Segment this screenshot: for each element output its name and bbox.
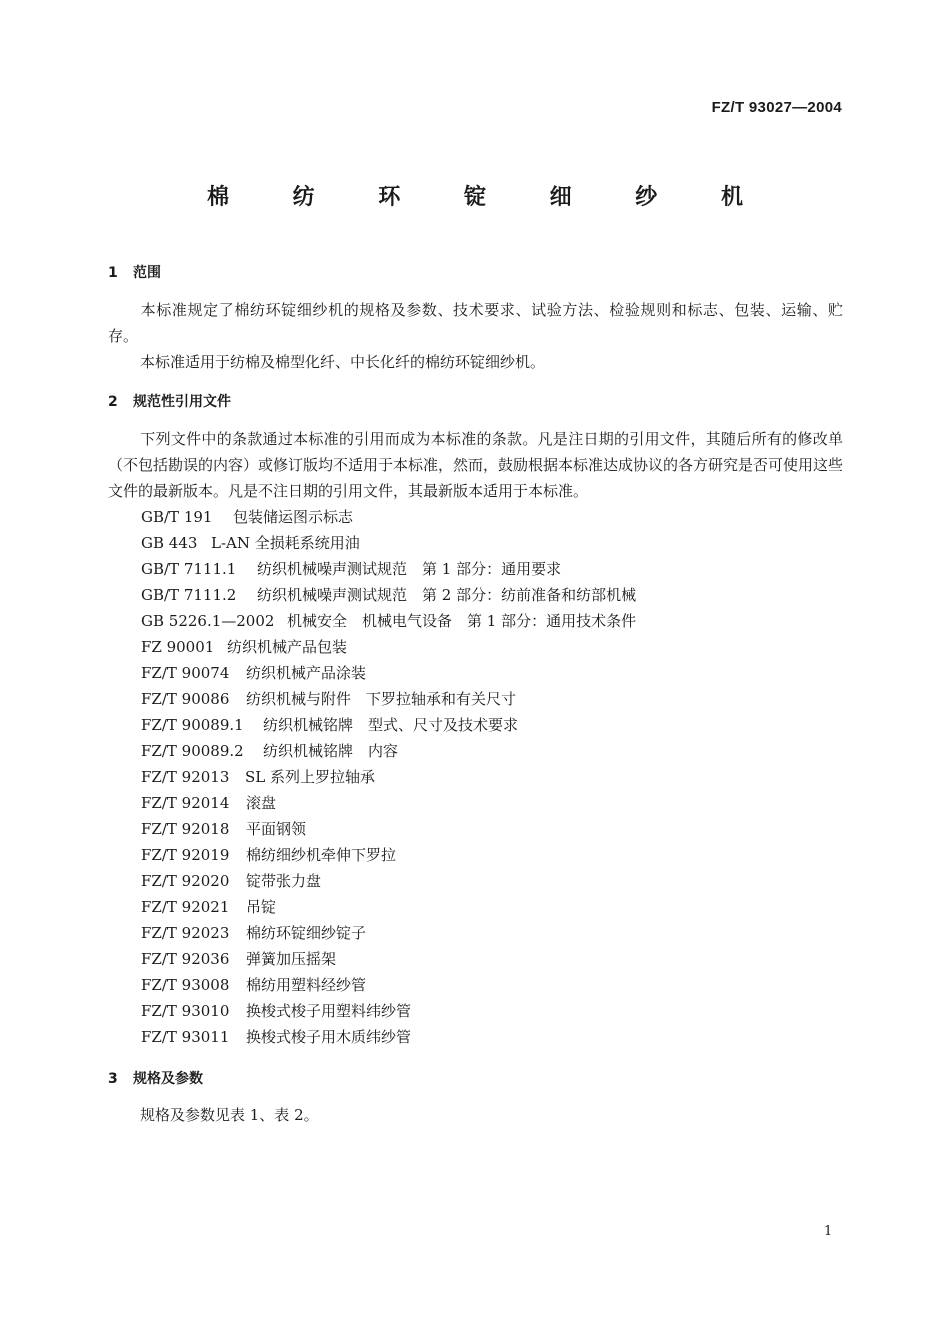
reference-item: FZ/T 90089.2 纺织机械铭牌 内容 (141, 742, 399, 760)
reference-item: FZ/T 92013 SL 系列上罗拉轴承 (141, 768, 376, 786)
section-2-heading (108, 391, 231, 411)
section-2-title: 规范性引用文件 (133, 394, 231, 410)
reference-item: GB 443 L-AN 全损耗系统用油 (141, 534, 360, 552)
section-1-title: 范围 (133, 265, 161, 281)
reference-item: FZ/T 90089.1 纺织机械铭牌 型式、尺寸及技术要求 (141, 716, 519, 734)
section-3-number: 3 (108, 1071, 118, 1087)
reference-item: GB 5226.1—2002 机械安全 机械电气设备 第 1 部分：通用技术条件 (141, 612, 637, 630)
reference-item: FZ/T 92014 滚盘 (141, 794, 277, 812)
reference-item: FZ/T 92018 平面钢领 (141, 820, 307, 838)
reference-item: FZ/T 93011 换梭式梭子用木质纬纱管 (141, 1028, 412, 1046)
section-1-number: 1 (108, 265, 118, 281)
reference-item: GB/T 7111.1 纺织机械噪声测试规范 第 1 部分：通用要求 (141, 560, 562, 578)
section-1-heading (108, 262, 161, 282)
section-1-paragraph-1: 本标准规定了棉纺环锭细纱机的规格及参数、技术要求、试验方法、检验规则和标志、包装、运输、贮存。 (108, 301, 843, 345)
section-2-number: 2 (108, 394, 118, 410)
standard-number: FZ/T 93027—2004 (711, 99, 842, 116)
reference-item: GB/T 191 包装储运图示标志 (141, 508, 354, 526)
reference-item: FZ/T 90086 纺织机械与附件 下罗拉轴承和有关尺寸 (141, 690, 517, 708)
page-number: 1 (824, 1224, 833, 1239)
section-3-heading (108, 1068, 203, 1088)
reference-item: FZ/T 93010 换梭式梭子用塑料纬纱管 (141, 1002, 412, 1020)
reference-item: FZ/T 90074 纺织机械产品涂装 (141, 664, 367, 682)
reference-item: FZ 90001 纺织机械产品包装 (141, 638, 348, 656)
document-title: 棉 纺 环 锭 细 纱 机 (207, 185, 771, 210)
reference-item: FZ/T 92020 锭带张力盘 (141, 872, 322, 890)
reference-item: FZ/T 93008 棉纺用塑料经纱管 (141, 976, 367, 994)
section-2-paragraph-1: 下列文件中的条款通过本标准的引用而成为本标准的条款。凡是注日期的引用文件，其随后所有的修改单（不包括勘误的内容）或修订版均不适用于本标准，然而，鼓励根据本标准达成协议的各方研究是否可使用这些文件的最新版本。凡是不注日期的引用文件，其最新版本适用于本标准。 (108, 430, 844, 500)
section-3-paragraph-1: 规格及参数见表 1、表 2。 (140, 1106, 319, 1124)
reference-item: FZ/T 92023 棉纺环锭细纱锭子 (141, 924, 367, 942)
reference-item: FZ/T 92019 棉纺细纱机牵伸下罗拉 (141, 846, 397, 864)
normative-references-list (141, 504, 636, 1050)
section-3-title: 规格及参数 (133, 1071, 203, 1087)
reference-item: GB/T 7111.2 纺织机械噪声测试规范 第 2 部分：纺前准备和纺部机械 (141, 586, 637, 604)
section-1-paragraph-2: 本标准适用于纺棉及棉型化纤、中长化纤的棉纺环锭细纱机。 (140, 353, 546, 371)
reference-item: FZ/T 92036 弹簧加压摇架 (141, 950, 337, 968)
reference-item: FZ/T 92021 吊锭 (141, 898, 277, 916)
